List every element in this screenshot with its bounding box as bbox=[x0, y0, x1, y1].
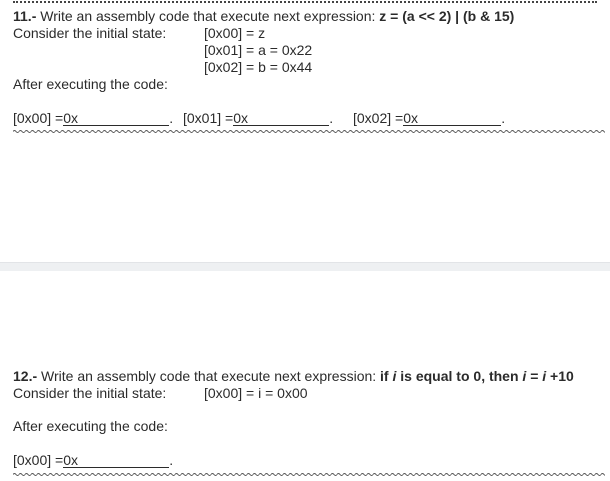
question-11-answer-1 bbox=[13, 110, 173, 126]
question-11-initial-label: Consider the initial state: bbox=[13, 25, 167, 41]
expr-equals: = bbox=[526, 368, 543, 384]
expr-var-i-2: i bbox=[522, 368, 527, 384]
answer-2-prefix: 0x bbox=[233, 110, 248, 126]
q12-answer-1-dot: . bbox=[169, 452, 174, 468]
question-12-number: 12.- bbox=[13, 368, 38, 384]
question-11-state-line-3: [0x02] = b = 0x44 bbox=[204, 59, 313, 75]
answer-2-blank[interactable] bbox=[233, 110, 329, 126]
question-11-answer-2 bbox=[183, 110, 333, 126]
answer-1-blank[interactable] bbox=[63, 110, 169, 126]
answer-3-address: [0x02] = bbox=[353, 110, 404, 126]
answer-3-dot: . bbox=[501, 110, 506, 126]
question-11-after-label: After executing the code: bbox=[13, 76, 168, 92]
question-11-prompt: Write an assembly code that execute next expression: bbox=[40, 8, 376, 24]
question-12-prompt: Write an assembly code that execute next expression: bbox=[41, 368, 377, 384]
question-12-state-line-1: [0x00] = i = 0x00 bbox=[204, 385, 308, 401]
question-11-number: 11.- bbox=[13, 8, 37, 24]
question-12-initial-label: Consider the initial state: bbox=[13, 385, 167, 401]
answer-1-dot: . bbox=[169, 110, 174, 126]
expr-plus-ten: +10 bbox=[546, 368, 574, 384]
answer-3-prefix: 0x bbox=[403, 110, 418, 126]
question-11-heading bbox=[13, 8, 514, 24]
question-12-after-label: After executing the code: bbox=[13, 418, 168, 434]
question-11-state-line-2: [0x01] = a = 0x22 bbox=[204, 42, 313, 58]
answer-1-prefix: 0x bbox=[63, 110, 78, 126]
question-12-expression bbox=[380, 368, 574, 384]
question-11-expression: z = (a << 2) | (b & 15) bbox=[379, 8, 515, 24]
question-11-answer-3 bbox=[353, 110, 505, 126]
q12-answer-1-blank[interactable] bbox=[63, 452, 169, 468]
answer-3-blank[interactable] bbox=[403, 110, 501, 126]
q12-answer-1-prefix: 0x bbox=[63, 452, 78, 468]
expr-var-i-3: i bbox=[542, 368, 547, 384]
expr-condition: is equal to 0, then bbox=[396, 368, 523, 384]
answer-2-dot: . bbox=[329, 110, 334, 126]
top-dotted-rule bbox=[13, 1, 597, 3]
page-question-12 bbox=[0, 271, 610, 481]
question-12-heading bbox=[13, 368, 574, 384]
expr-if: if bbox=[380, 368, 393, 384]
q12-answer-1-address: [0x00] = bbox=[13, 452, 64, 468]
question-11-state-line-1: [0x00] = z bbox=[204, 25, 266, 41]
expr-var-i-1: i bbox=[392, 368, 397, 384]
question-12-answer-1 bbox=[13, 452, 173, 468]
answer-2-address: [0x01] = bbox=[183, 110, 234, 126]
question-11-wavy-rule bbox=[13, 129, 605, 134]
answer-1-address: [0x00] = bbox=[13, 110, 64, 126]
question-12-wavy-rule bbox=[13, 472, 605, 477]
